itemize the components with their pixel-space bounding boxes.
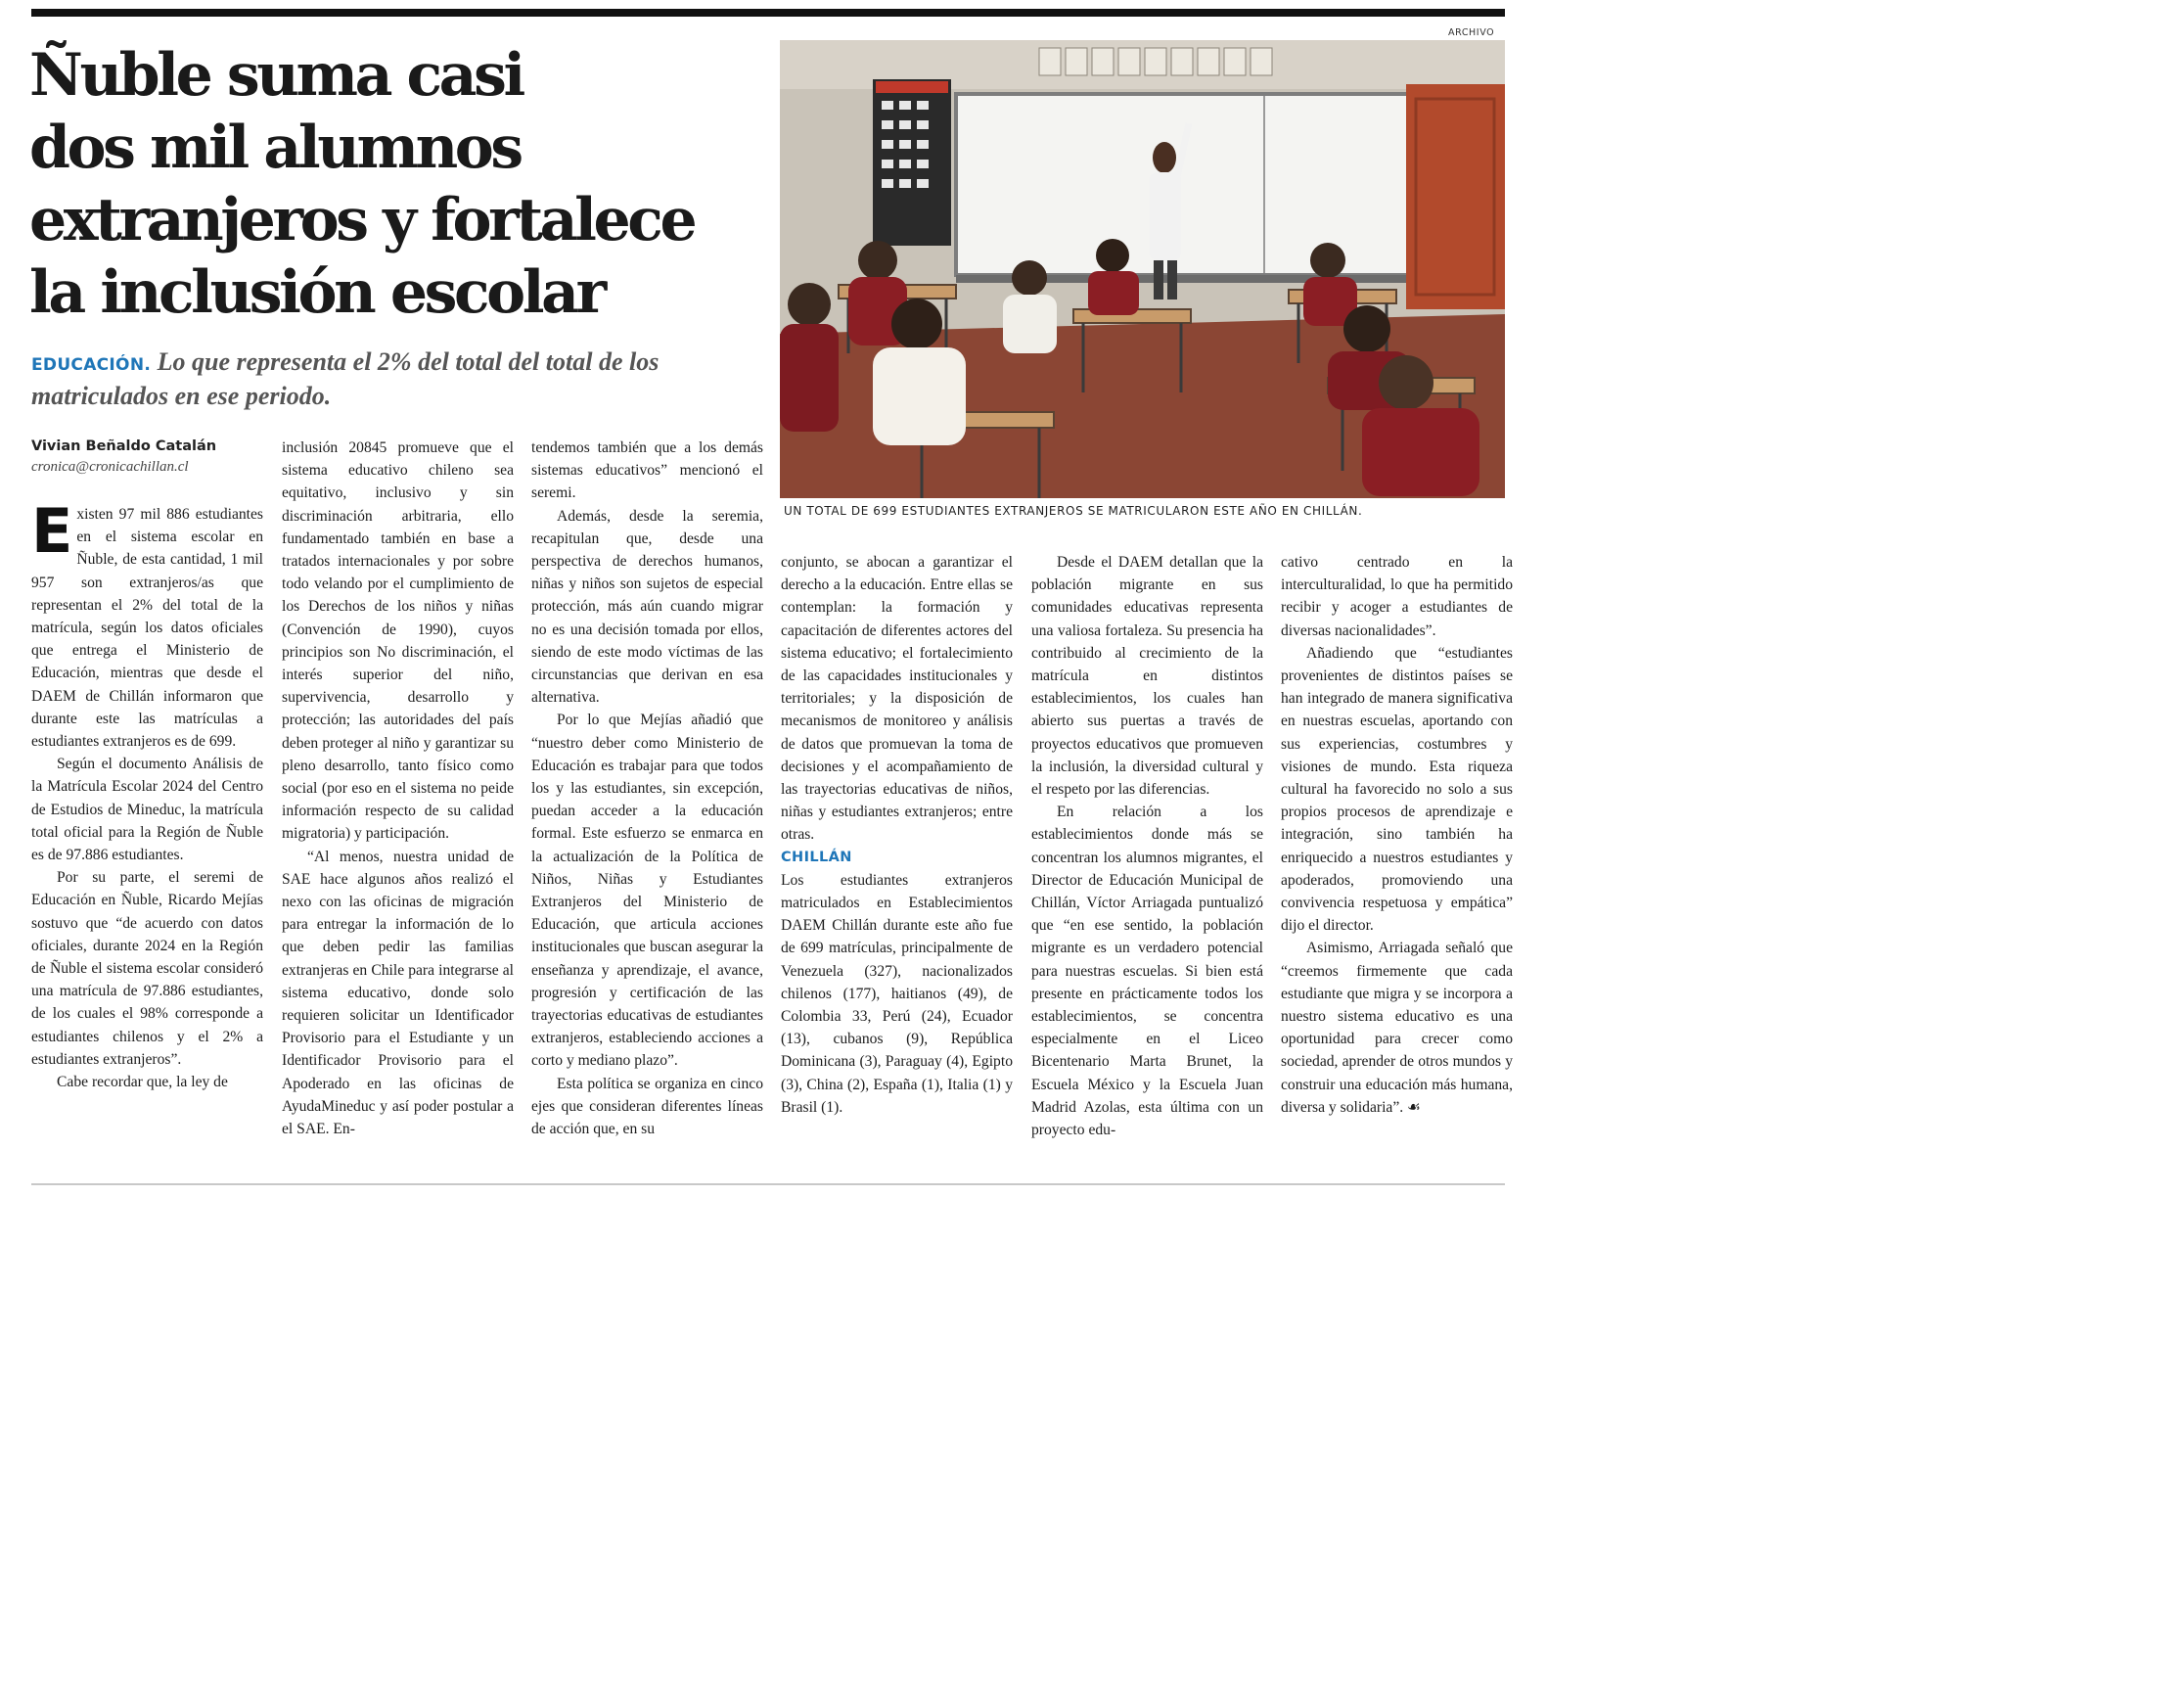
paragraph: Por su parte, el seremi de Educación en Ñuble, Ricardo Mejías sostuvo que “de acuerdo con datos oficiales, durante 2024 en la Región de Ñuble el sistema escolar consideró una matrícula de 97.886 estudiantes, de los cuales el 98% corresponde a estudiantes chilenos y el 2% a estudiantes extranjeros”. — [31, 869, 263, 1068]
section-label: EDUCACIÓN. — [31, 355, 152, 375]
paragraph: Por lo que Mejías añadió que “nuestro deber como Ministerio de Educación es trabajar para que todos los y las estudiantes, sin excepción, puedan acceder a la educación formal. Este esfuerzo se enmarca en la actualización de la Política de Niños, Niñas y Estudiantes Extranjeros del Ministerio de Educación, que articula acciones institucionales que buscan asegurar la enseñanza y aprendizaje, el avance, progresión y certificación de las trayectorias educativas de estudiantes extranjeros, estableciendo acciones a corto y mediano plazo”. — [531, 712, 763, 1070]
column-2 — [282, 437, 514, 1140]
top-rule — [31, 9, 1505, 17]
author-name: Vivian Beñaldo Catalán — [31, 438, 217, 454]
kicker — [31, 346, 755, 412]
classroom-photo — [780, 40, 1505, 498]
headline — [29, 39, 753, 329]
paragraph: inclusión 20845 promueve que el sistema educativo chileno sea equitativo, inclusivo y sin discriminación arbitraria, ello fundamentado también en base a tratados internacionales y por sobre todo velando por el cumplimiento de los Derechos de los niños y niñas (Convención de 1990), cuyos principios son No discriminación, el interés superior del niño, supervivencia, desarrollo y protección; las autoridades del país deben proteger al niño y garantizar su pleno desarrollo, tanto físico como social (por eso en el sistema no peide información respecto de su calidad migratoria) y participación. — [282, 439, 514, 843]
photo-caption: UN TOTAL DE 699 ESTUDIANTES EXTRANJEROS SE MATRICULARON ESTE AÑO EN CHILLÁN. — [784, 504, 1363, 518]
paragraph — [31, 495, 263, 753]
column-3 — [531, 437, 763, 1140]
column-4 — [781, 551, 1013, 1119]
column-5 — [1031, 551, 1263, 1141]
column-1 — [31, 495, 263, 1093]
paragraph: Asimismo, Arriagada señaló que “creemos firmemente que cada estudiante que migra y se incorpora a nuestro sistema educativo es una oportunidad para crecer como sociedad, aprender de otros mundos y construir una educación más humana, diversa y solidaria”. ☙ — [1281, 940, 1513, 1116]
classroom-illustration — [780, 40, 1505, 498]
paragraph: “Al menos, nuestra unidad de SAE hace algunos años realizó el nexo con las oficinas de migración para entregar la información de lo que deben pedir las familias extranjeras en Chile para integrarse al sistema educativo, donde solo requieren solicitar un Identificador Provisorio para el Estudiante y un Identificador Provisorio para el Apoderado en las oficinas de AyudaMineduc y así poder postular a el SAE. En- — [282, 848, 514, 1138]
headline-line-4: la inclusión escolar — [29, 258, 604, 327]
paragraph: Esta política se organiza en cinco ejes que consideran diferentes líneas de acción que, en su — [531, 1075, 763, 1138]
headline-line-3: extranjeros y fortalece — [29, 186, 695, 254]
paragraph: Además, desde la seremia, recapitulan que, desde una perspectiva de derechos humanos, niñas y niños son sujetos de especial protección, más aún cuando migrar no es una decisión tomada por ellos, siendo de este modo víctimas de las circunstancias que derivan en esa alternativa. — [531, 507, 763, 707]
paragraph: Según el documento Análisis de la Matrícula Escolar 2024 del Centro de Estudios de Mineduc, la matrícula total oficial para la Región de Ñuble es de 97.886 estudiantes. — [31, 756, 263, 864]
paragraph: Añadiendo que “estudiantes provenientes de distintos países se han integrado de manera significativa en nuestras escuelas, aportando con sus experiencias, costumbres y visiones de mundo. Esta riqueza cultural ha favorecido no solo a sus propios procesos de aprendizaje e integración, sino también ha enriquecido a nuestros estudiantes y apoderados, promoviendo una convivencia respetuosa y empática” dijo el director. — [1281, 644, 1513, 935]
paragraph: En relación a los establecimientos donde más se concentran los alumnos migrantes, el Director de Educación Municipal de Chillán, Víctor Arriagada puntualizó que “en ese sentido, la población migrante es un verdadero potencial para nuestras escuelas. Si bien está presente en prácticamente todos los establecimientos, se concentra especialmente en el Liceo Bicentenario Marta Brunet, la Escuela México y la Escuela Juan Madrid Azolas, esta última con un proyecto edu- — [1031, 804, 1263, 1139]
bottom-rule — [31, 1183, 1505, 1185]
paragraph: Cabe recordar que, la ley de — [57, 1074, 228, 1091]
paragraph: Los estudiantes extranjeros matriculados en Establecimientos DAEM Chillán durante este año fue de 699 matrículas, principalmente de Venezuela (327), nacionalizados chilenos (177), haitianos (49), de Colombia 33, Perú (24), Ecuador (13), cubanos (9), República Dominicana (3), Paraguay (4), Egipto (3), China (2), España (1), Italia (1) y Brasil (1). — [781, 871, 1013, 1116]
paragraph: tendemos también que a los demás sistemas educativos” mencionó el seremi. — [531, 439, 763, 502]
column-6 — [1281, 551, 1513, 1119]
paragraph: conjunto, se abocan a garantizar el derecho a la educación. Entre ellas se contemplan: la formación y capacitación de diferentes actores del sistema educativo; el fortalecimiento de las capacidades institucionales y territoriales; y la disposición de mecanismos de monitoreo y análisis de datos que promuevan la toma de decisiones y el acompañamiento de las trayectorias educativas de niños, niñas y estudiantes extranjeros; entre otras. — [781, 554, 1013, 844]
paragraph: Desde el DAEM detallan que la población migrante en sus comunidades educativas representa una valiosa fortaleza. Su presencia ha contribuido al crecimiento de la matrícula en distintos establecimientos, los cuales han abierto sus puertas a través de proyectos educativos que promueven la inclusión, la diversidad cultural y el respeto por las diferencias. — [1031, 554, 1263, 799]
author-email: cronica@cronicachillan.cl — [31, 459, 189, 475]
photo-credit: ARCHIVO — [1448, 27, 1495, 38]
headline-line-2: dos mil alumnos — [29, 114, 521, 182]
subhead-chillan: CHILLÁN — [781, 849, 852, 865]
drop-cap: E — [31, 495, 73, 567]
byline — [31, 437, 271, 478]
paragraph: cativo centrado en la interculturalidad, lo que ha permitido recibir y acoger a estudiantes de diversas nacionalidades”. — [1281, 554, 1513, 639]
headline-line-1: Ñuble suma casi — [29, 41, 523, 110]
kicker-text: Lo que representa el 2% del total del total de los matriculados en ese periodo. — [31, 347, 660, 410]
paragraph-text: xisten 97 mil 886 estudiantes en el sistema escolar en Ñuble, de esta cantidad, 1 mil 957 son extranjeros/as que representan el 2% del total de la matrícula, según los datos oficiales que entrega el Ministerio de Educación, mientras que desde el DAEM de Chillán informaron que durante este las matrículas a estudiantes extranjeros es de 699. — [31, 506, 263, 751]
